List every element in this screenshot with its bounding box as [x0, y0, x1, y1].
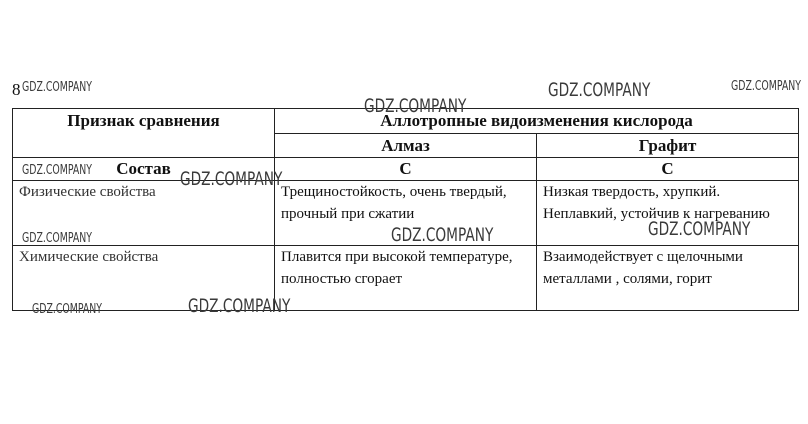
table-row	[13, 181, 799, 246]
graphite-header: Графит	[537, 134, 799, 158]
diamond-header: Алмаз	[275, 134, 537, 158]
allotropes-header-label: Аллотропные видоизменения кислорода	[380, 111, 693, 130]
table-row	[13, 158, 799, 181]
criterion-header	[13, 109, 275, 158]
diamond-composition: C	[275, 158, 537, 181]
watermark: GDZ.COMPANY	[188, 295, 291, 317]
watermark: GDZ.COMPANY	[731, 79, 801, 94]
table-row	[13, 246, 799, 311]
graphite-physical: Низкая твердость, хрупкий. Неплавкий, устойчив к нагреванию	[537, 181, 799, 246]
watermark: GDZ.COMPANY	[32, 302, 102, 317]
watermark: GDZ.COMPANY	[22, 231, 92, 246]
watermark: GDZ.COMPANY	[364, 95, 467, 117]
watermark: GDZ.COMPANY	[548, 79, 651, 101]
row-label-physical: Физические свойства	[13, 181, 275, 246]
watermark: GDZ.COMPANY	[648, 218, 751, 240]
watermark: GDZ.COMPANY	[22, 163, 92, 178]
comparison-table	[12, 108, 799, 311]
diamond-chemical: Плавится при высокой температуре, полностью сгорает	[275, 246, 537, 311]
row-label-composition: Состав	[13, 158, 275, 181]
graphite-chemical: Взаимодействует с щелочными металлами , солями, горит	[537, 246, 799, 311]
graphite-composition: C	[537, 158, 799, 181]
page-number: 8	[12, 80, 21, 99]
row-label-chemical: Химические свойства	[13, 246, 275, 311]
table-header-row	[13, 109, 799, 134]
watermark: GDZ.COMPANY	[180, 168, 283, 190]
diamond-physical: Трещиностойкость, очень твердый, прочный при сжатии	[275, 181, 537, 246]
watermark: GDZ.COMPANY	[22, 80, 92, 95]
criterion-header-label: Признак сравнения	[67, 111, 220, 130]
allotropes-header	[275, 109, 799, 134]
watermark: GDZ.COMPANY	[391, 224, 494, 246]
